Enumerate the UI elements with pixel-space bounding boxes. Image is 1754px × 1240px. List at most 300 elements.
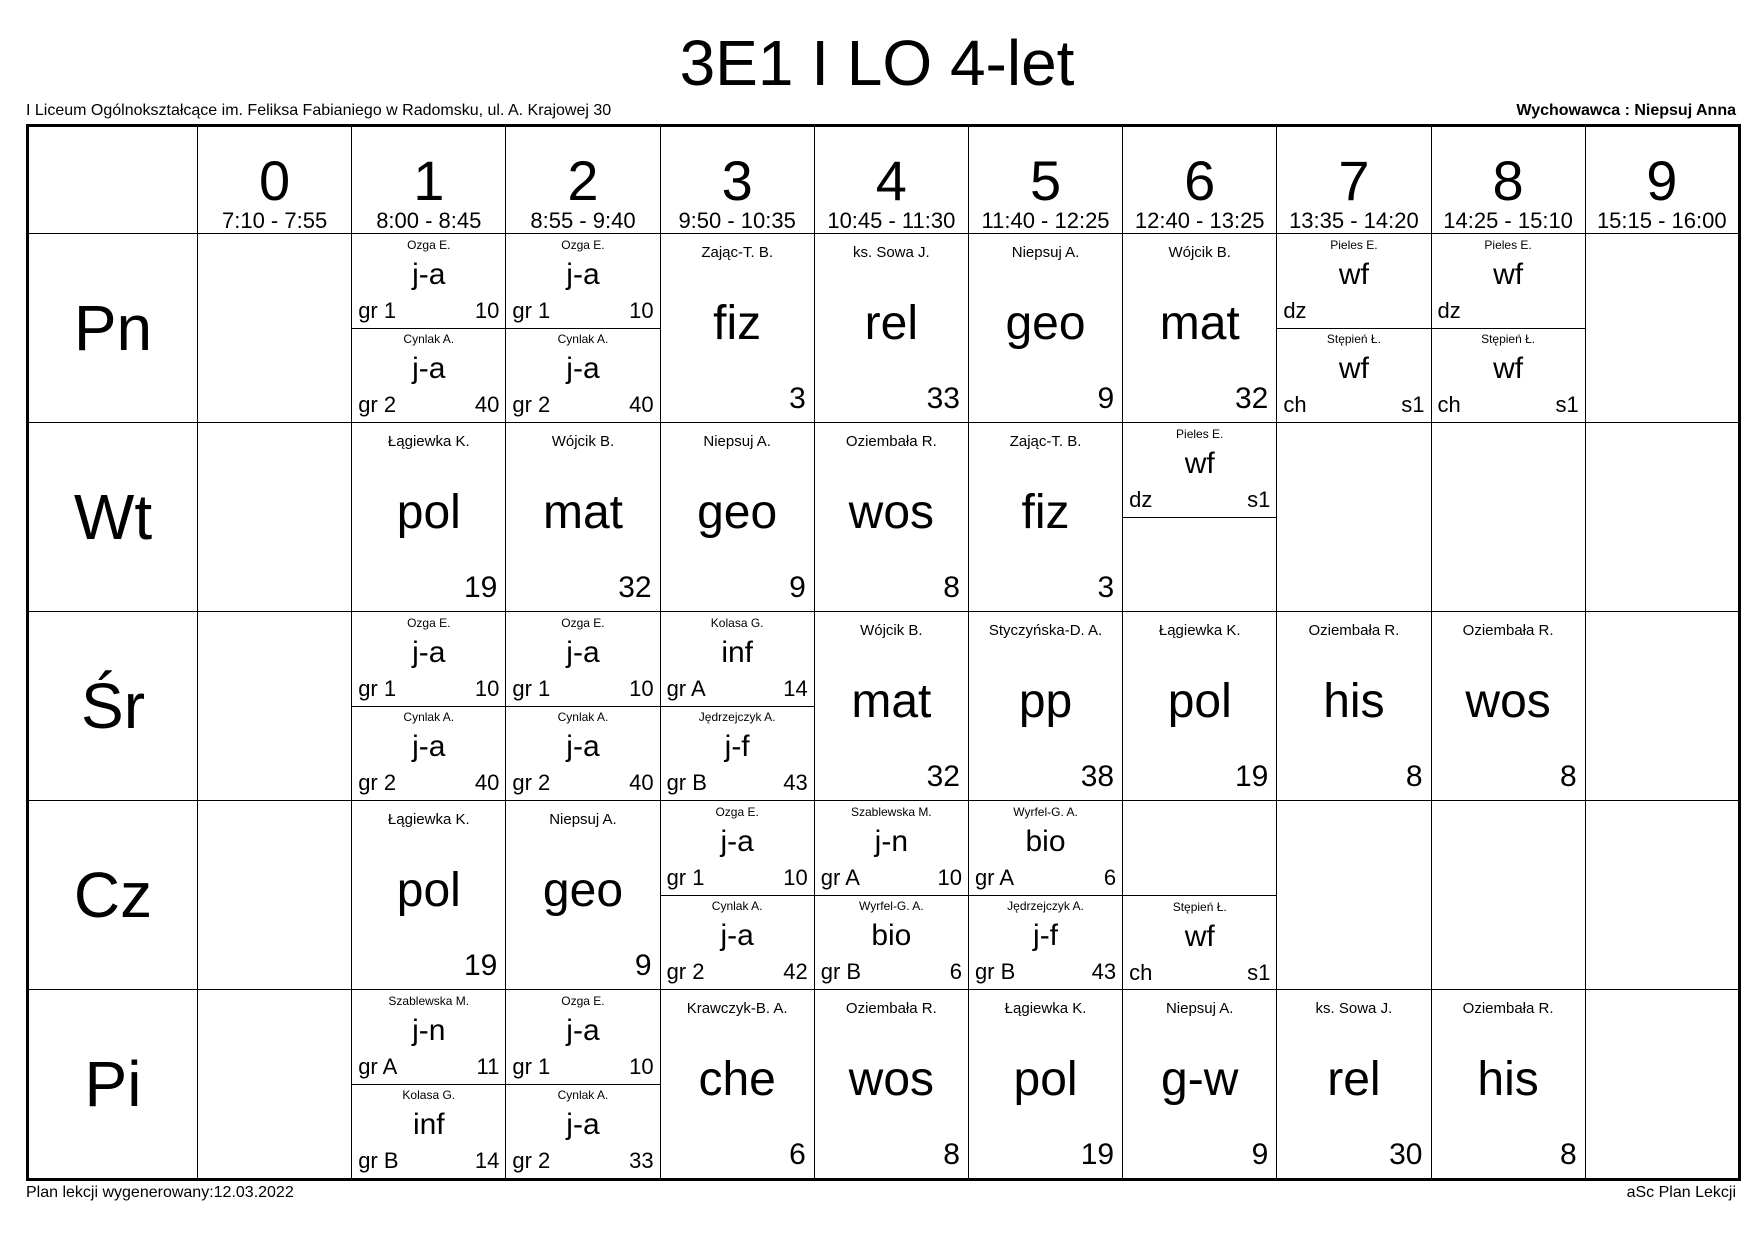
lesson-half: [1123, 895, 1276, 990]
lesson-subject: g-w: [1161, 1053, 1239, 1106]
lesson-subject: wos: [848, 1053, 935, 1106]
day-name: Pn: [73, 292, 153, 364]
lesson-teacher: ks. Sowa J.: [852, 244, 930, 261]
period-header-row: [28, 126, 1740, 234]
lesson-room: 3: [789, 382, 806, 415]
period-time: 11:40 - 12:25: [981, 208, 1110, 233]
day-row: [28, 801, 1740, 990]
lesson-group: gr 2: [512, 1148, 551, 1173]
lesson-cell: [1585, 423, 1739, 612]
lesson-teacher: Łągiewka K.: [387, 433, 470, 450]
period-time: 14:25 - 15:10: [1443, 208, 1573, 233]
lesson-room: 10: [937, 865, 962, 890]
lesson-room: 3: [1097, 571, 1115, 604]
lesson-cell: [1585, 234, 1739, 423]
timetable-grid: [26, 124, 1741, 1181]
lesson-group: gr A: [820, 865, 860, 890]
lesson-cell: [352, 234, 506, 423]
lesson-subject: inf: [412, 1108, 445, 1141]
lesson-group: gr 1: [512, 1054, 551, 1079]
lesson-room: 11: [476, 1054, 500, 1079]
period-header: [352, 126, 506, 234]
period-number: 6: [1184, 149, 1216, 212]
lesson-teacher: Ozga E.: [715, 805, 759, 819]
lesson-group: gr A: [974, 865, 1015, 890]
lesson-cell: [1277, 801, 1431, 990]
lesson: [815, 990, 968, 1178]
lesson-subject: wos: [848, 486, 935, 539]
lesson-group: gr B: [358, 1148, 399, 1173]
lesson-group: dz: [1283, 298, 1307, 323]
lesson-group: gr 1: [358, 298, 397, 323]
lesson-group: gr A: [666, 676, 706, 701]
lesson-room: 8: [943, 571, 960, 604]
lesson-cell: [660, 612, 814, 801]
lesson: [661, 234, 814, 422]
app-name: aSc Plan Lekcji: [1626, 1184, 1736, 1201]
lesson-teacher: Cynlak A.: [403, 710, 455, 724]
lesson-subject: j-a: [566, 1108, 600, 1141]
lesson-cell: [352, 612, 506, 801]
lesson-group: gr B: [666, 770, 707, 795]
lesson-group: gr A: [358, 1054, 398, 1079]
lesson-cell: [1277, 234, 1431, 423]
lesson-group: ch: [1129, 960, 1153, 985]
lesson-teacher: Cynlak A.: [403, 332, 455, 346]
lesson: [969, 612, 1122, 800]
period-number: 5: [1029, 149, 1062, 212]
lesson: [1123, 234, 1276, 422]
lesson-group: gr 2: [666, 959, 705, 984]
lesson-cell: [1431, 234, 1585, 423]
lesson-half: [1277, 234, 1430, 329]
lesson-half: [506, 1084, 659, 1178]
lesson-subject: j-a: [720, 825, 754, 858]
lesson-subject: wf: [1493, 352, 1524, 385]
lesson-teacher: Styczyńska-D. A.: [988, 622, 1103, 639]
lesson-cell: [1431, 801, 1585, 990]
period-number: 0: [259, 149, 291, 212]
day-cell: [28, 612, 198, 801]
period-time: 13:35 - 14:20: [1289, 208, 1419, 233]
lesson-subject: wf: [1493, 258, 1524, 291]
lesson-group: gr B: [820, 959, 862, 984]
lesson-room: 40: [629, 770, 654, 795]
lesson-subject: wf: [1184, 920, 1215, 953]
lesson-half: [506, 328, 659, 422]
day-cell: [28, 801, 198, 990]
period-time: 10:45 - 11:30: [827, 208, 956, 233]
lesson-teacher: Niepsuj A.: [549, 811, 617, 828]
lesson-subject: mat: [1159, 297, 1240, 350]
lesson-room: 19: [1234, 760, 1269, 793]
lesson-cell: [1123, 234, 1277, 423]
lesson-group: gr 1: [512, 676, 551, 701]
lesson-teacher: Kolasa G.: [710, 616, 764, 630]
lesson: [1432, 990, 1585, 1178]
lesson-teacher: Pieles E.: [1330, 238, 1378, 252]
lesson-teacher: Szablewska M.: [388, 994, 470, 1008]
day-cell: [28, 234, 198, 423]
lesson-half: [661, 801, 814, 896]
lesson: [815, 234, 968, 422]
lesson-subject: pol: [396, 486, 461, 539]
lesson-cell: [660, 990, 814, 1180]
lesson-subject: mat: [542, 486, 623, 539]
lesson: [661, 423, 814, 611]
lesson: [969, 990, 1122, 1178]
period-number: 7: [1338, 149, 1370, 212]
lesson-cell: [660, 423, 814, 612]
lesson-teacher: Oziembała R.: [845, 433, 937, 450]
lesson-subject: j-a: [566, 636, 600, 669]
lesson-cell: [506, 234, 660, 423]
lesson-subject: j-a: [566, 258, 600, 291]
period-number: 1: [413, 149, 445, 212]
lesson: [506, 801, 659, 989]
lesson-cell: [968, 423, 1122, 612]
lesson-half: [969, 895, 1122, 989]
lesson-subject: j-a: [412, 352, 446, 385]
lesson-room: 10: [629, 676, 654, 701]
lesson: [661, 990, 814, 1178]
lesson-room: 8: [943, 1138, 960, 1171]
lesson-room: 43: [783, 770, 808, 795]
lesson-subject: pol: [1167, 675, 1232, 728]
lesson-group: ch: [1283, 392, 1307, 417]
lesson-teacher: Pieles E.: [1176, 427, 1224, 441]
lesson-room: 42: [783, 959, 808, 984]
lesson-cell: [352, 801, 506, 990]
lesson-room: s1: [1247, 487, 1271, 512]
lesson: [1123, 990, 1276, 1178]
lesson-teacher: Oziembała R.: [1308, 622, 1400, 639]
lesson-half: [1432, 234, 1585, 329]
lesson-cell: [506, 801, 660, 990]
lesson-cell: [506, 612, 660, 801]
lesson-subject: j-n: [874, 825, 909, 858]
lesson-room: 43: [1091, 959, 1117, 984]
lesson-group: gr B: [974, 959, 1016, 984]
period-header: [1277, 126, 1431, 234]
lesson-subject: wf: [1338, 258, 1369, 291]
lesson-cell: [968, 801, 1122, 990]
lesson-teacher: Ozga E.: [561, 994, 605, 1008]
lesson-teacher: Oziembała R.: [845, 1000, 937, 1017]
lesson-half: [815, 895, 968, 989]
lesson-teacher: Jędrzejczyk A.: [1007, 899, 1084, 913]
lesson-teacher: Oziembała R.: [1462, 1000, 1554, 1017]
lesson-cell: [198, 801, 352, 990]
lesson-group: gr 1: [512, 298, 551, 323]
lesson-cell: [1123, 423, 1277, 612]
lesson-group: dz: [1437, 298, 1461, 323]
lesson-cell: [1431, 612, 1585, 801]
lesson-room: 8: [1560, 760, 1577, 793]
lesson-subject: j-a: [566, 352, 600, 385]
day-cell: [28, 423, 198, 612]
lesson-cell: [1431, 423, 1585, 612]
lesson-half: [352, 1084, 505, 1178]
period-header: [1431, 126, 1585, 234]
lesson-room: 32: [926, 760, 960, 793]
lesson-room: s1: [1555, 392, 1579, 417]
lesson-teacher: Cynlak A.: [557, 1088, 609, 1102]
period-time: 8:55 - 9:40: [530, 208, 636, 233]
lesson-room: 9: [1097, 382, 1115, 415]
lesson-room: 6: [789, 1138, 806, 1171]
lesson-half: [661, 706, 814, 800]
lesson-room: 32: [1234, 382, 1269, 415]
lesson-half: [506, 234, 659, 329]
lesson-cell: [968, 612, 1122, 801]
lesson-room: 6: [1103, 865, 1117, 890]
lesson-cell: [1585, 990, 1739, 1180]
lesson-teacher: Stępień Ł.: [1481, 332, 1536, 346]
lesson-subject: wf: [1338, 352, 1369, 385]
lesson-teacher: Cynlak A.: [711, 899, 763, 913]
lesson-room: 10: [474, 676, 500, 701]
lesson-half: [1432, 328, 1585, 422]
lesson: [969, 423, 1122, 611]
class-tutor: Wychowawca : Niepsuj Anna: [1516, 102, 1736, 119]
lesson-subject: bio: [871, 919, 912, 952]
period-number: 3: [721, 149, 753, 212]
lesson-half: [661, 895, 814, 989]
lesson-room: 19: [464, 949, 498, 982]
period-time: 9:50 - 10:35: [678, 208, 796, 233]
lesson-subject: j-a: [720, 919, 754, 952]
lesson-half: [661, 612, 814, 707]
lesson-teacher: Stępień Ł.: [1172, 900, 1227, 914]
lesson-room: 8: [1405, 760, 1423, 793]
lesson-subject: pol: [1013, 1053, 1078, 1106]
lesson-room: 33: [926, 382, 960, 415]
day-name: Wt: [73, 481, 153, 553]
lesson-teacher: Łągiewka K.: [1004, 1000, 1087, 1017]
lesson-cell: [660, 801, 814, 990]
lesson-room: 14: [783, 676, 808, 701]
lesson-half: [506, 706, 659, 800]
period-time: 15:15 - 16:00: [1596, 208, 1727, 233]
period-number: 9: [1646, 149, 1678, 212]
lesson-room: 40: [629, 392, 654, 417]
lesson-room: 19: [1080, 1138, 1115, 1171]
lesson-half: [352, 706, 505, 800]
lesson-subject: bio: [1025, 825, 1066, 858]
page-title: 3E1 I LO 4-let: [679, 27, 1075, 99]
lesson-room: s1: [1401, 392, 1425, 417]
period-header: [1123, 126, 1277, 234]
lesson-subject: j-a: [566, 1014, 600, 1047]
lesson-cell: [814, 990, 968, 1180]
lesson-subject: geo: [1005, 297, 1086, 350]
lesson-cell: [352, 990, 506, 1180]
period-time: 8:00 - 8:45: [376, 208, 482, 233]
lesson-teacher: Stępień Ł.: [1326, 332, 1381, 346]
lesson-cell: [814, 234, 968, 423]
lesson-cell: [660, 234, 814, 423]
lesson-teacher: Niepsuj A.: [1011, 244, 1080, 261]
day-row: [28, 612, 1740, 801]
lesson-subject: geo: [697, 486, 778, 539]
lesson-teacher: Ozga E.: [561, 616, 605, 630]
lesson-group: gr 2: [512, 770, 551, 795]
lesson-teacher: Ozga E.: [407, 238, 451, 252]
lesson-cell: [1277, 612, 1431, 801]
lesson-teacher: ks. Sowa J.: [1315, 1000, 1393, 1017]
day-row: [28, 423, 1740, 612]
lesson-subject: che: [698, 1053, 776, 1106]
lesson-room: s1: [1247, 960, 1271, 985]
lesson: [815, 612, 968, 800]
lesson-cell: [814, 801, 968, 990]
lesson-half: [352, 234, 505, 329]
lesson-group: gr 1: [358, 676, 397, 701]
period-header: [506, 126, 660, 234]
period-time: 12:40 - 13:25: [1134, 208, 1265, 233]
lesson-group: dz: [1129, 487, 1153, 512]
period-number: 2: [567, 149, 599, 212]
period-header: [1585, 126, 1739, 234]
lesson-subject: fiz: [1021, 486, 1070, 539]
lesson-teacher: Cynlak A.: [557, 332, 609, 346]
lesson-cell: [814, 423, 968, 612]
lesson-cell: [968, 234, 1122, 423]
lesson: [352, 423, 505, 611]
lesson-cell: [1123, 801, 1277, 990]
lesson-cell: [1585, 612, 1739, 801]
lesson: [1277, 612, 1430, 800]
period-header: [198, 126, 352, 234]
lesson-teacher: Zając-T. B.: [701, 244, 773, 261]
generated-date: Plan lekcji wygenerowany:12.03.2022: [26, 1184, 294, 1201]
lesson-teacher: Szablewska M.: [850, 805, 932, 819]
day-name: Cz: [73, 859, 153, 931]
lesson-group: ch: [1437, 392, 1461, 417]
lesson-teacher: Pieles E.: [1484, 238, 1532, 252]
lesson-cell: [814, 612, 968, 801]
lesson-room: 14: [474, 1148, 500, 1173]
lesson-cell: [198, 423, 352, 612]
lesson-subject: wos: [1465, 675, 1551, 728]
lesson-room: 32: [618, 571, 652, 604]
lesson: [1277, 990, 1430, 1178]
lesson-room: 6: [949, 959, 962, 984]
lesson-subject: his: [1477, 1053, 1539, 1106]
lesson: [506, 423, 659, 611]
lesson-cell: [968, 990, 1122, 1180]
lesson-room: 38: [1080, 760, 1115, 793]
period-time: 7:10 - 7:55: [222, 208, 328, 233]
lesson-teacher: Zając-T. B.: [1009, 433, 1082, 450]
lesson: [1123, 612, 1276, 800]
lesson-subject: j-a: [412, 636, 446, 669]
lesson-cell: [198, 990, 352, 1180]
lesson-subject: pol: [396, 864, 461, 917]
lesson-subject: rel: [1327, 1053, 1381, 1106]
lesson-cell: [352, 423, 506, 612]
lesson-subject: inf: [721, 636, 753, 669]
lesson-group: gr 2: [512, 392, 551, 417]
lesson-room: 40: [474, 392, 500, 417]
day-name: Pi: [84, 1048, 142, 1120]
lesson-subject: fiz: [713, 297, 762, 350]
lesson-cell: [1277, 990, 1431, 1180]
lesson-room: 33: [629, 1148, 654, 1173]
lesson-subject: j-f: [1033, 919, 1059, 952]
lesson-room: 10: [783, 865, 808, 890]
lesson-half: [352, 990, 505, 1085]
period-number: 8: [1492, 149, 1524, 212]
lesson-teacher: Wyrfel-G. A.: [1013, 805, 1078, 819]
lesson-cell: [198, 612, 352, 801]
lesson-cell: [1123, 990, 1277, 1180]
lesson-teacher: Ozga E.: [561, 238, 605, 252]
period-header: [660, 126, 814, 234]
lesson-room: 10: [474, 298, 500, 323]
lesson-subject: j-a: [412, 258, 446, 291]
lesson-room: 10: [629, 1054, 654, 1079]
period-number: 4: [875, 149, 907, 212]
lesson-half: [815, 801, 968, 896]
lesson-room: 9: [634, 949, 652, 982]
lesson-cell: [1123, 612, 1277, 801]
lesson-group: gr 2: [358, 392, 397, 417]
lesson-group: gr 2: [358, 770, 397, 795]
lesson-cell: [1277, 423, 1431, 612]
lesson-group: gr 1: [666, 865, 705, 890]
lesson-subject: j-a: [412, 730, 446, 763]
lesson-cell: [506, 423, 660, 612]
lesson-teacher: Niepsuj A.: [1165, 1000, 1234, 1017]
lesson-teacher: Oziembała R.: [1462, 622, 1554, 639]
lesson-teacher: Wójcik B.: [551, 433, 615, 450]
lesson-half: [352, 328, 505, 422]
lesson-cell: [1431, 990, 1585, 1180]
lesson-teacher: Łągiewka K.: [1158, 622, 1241, 639]
lesson-subject: pp: [1018, 675, 1073, 728]
lesson-half: [506, 990, 659, 1085]
lesson-teacher: Wójcik B.: [860, 622, 923, 639]
lesson-half: [352, 612, 505, 707]
day-row: [28, 990, 1740, 1180]
lesson-teacher: Kolasa G.: [402, 1088, 456, 1102]
lesson: [815, 423, 968, 611]
corner-cell: [28, 126, 198, 234]
lesson-half: [1277, 328, 1430, 422]
lesson-subject: his: [1323, 675, 1385, 728]
lesson-teacher: Łągiewka K.: [387, 811, 470, 828]
lesson-cell: [1585, 801, 1739, 990]
lesson-teacher: Wyrfel-G. A.: [859, 899, 924, 913]
lesson-teacher: Jędrzejczyk A.: [698, 710, 776, 724]
lesson-room: 10: [629, 298, 654, 323]
lesson-half: [1123, 423, 1276, 518]
lesson-subject: geo: [542, 864, 624, 917]
lesson-subject: j-n: [412, 1014, 446, 1047]
day-name: Śr: [81, 670, 145, 742]
lesson-teacher: Wójcik B.: [1168, 244, 1231, 261]
day-row: [28, 234, 1740, 423]
lesson: [1432, 612, 1585, 800]
lesson-subject: mat: [851, 675, 932, 728]
period-header: [814, 126, 968, 234]
lesson-room: 9: [1251, 1138, 1269, 1171]
lesson: [352, 801, 505, 989]
lesson-half: [969, 801, 1122, 896]
lesson-room: 40: [474, 770, 500, 795]
